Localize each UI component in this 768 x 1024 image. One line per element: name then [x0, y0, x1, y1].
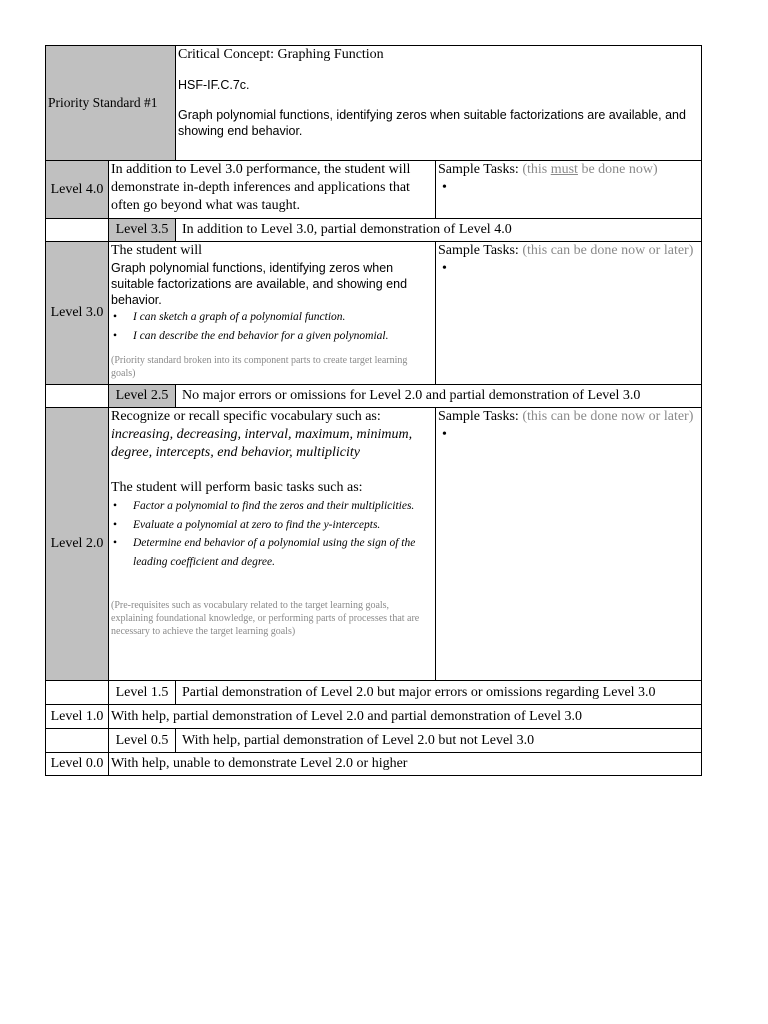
- vocabulary-intro: Recognize or recall specific vocabulary such as:: [111, 409, 381, 424]
- level-0-5-row: [46, 729, 702, 753]
- standard-code: HSF-IF.C.7c.: [178, 78, 250, 92]
- level-2-5-empty-cell: [46, 385, 109, 408]
- level-2-0-sample-tasks: Sample Tasks: (this can be done now or later) •: [436, 408, 702, 681]
- level-2-0-row: [46, 408, 702, 681]
- level-0-0-description: With help, unable to demonstrate Level 2.0 or higher: [109, 753, 702, 776]
- vocabulary-list: increasing, decreasing, interval, maximum, minimum, degree, intercepts, end behavior, multiplicity: [111, 427, 413, 460]
- level-2-5-description: No major errors or omissions for Level 2.0 and partial demonstration of Level 3.0: [176, 385, 702, 408]
- level-3-0-row: [46, 242, 702, 385]
- level-2-5-label: Level 2.5: [109, 385, 176, 408]
- priority-standard-label: Priority Standard #1: [46, 46, 176, 161]
- level-4-0-description: In addition to Level 3.0 performance, the student will demonstrate in-depth inferences and applications that often go beyond what was taught.: [109, 161, 436, 219]
- level-1-0-row: [46, 705, 702, 729]
- critical-concept: Critical Concept: Graphing Function: [178, 47, 384, 62]
- proficiency-scale-table: [45, 45, 702, 776]
- level-3-5-description: In addition to Level 3.0, partial demonstration of Level 4.0: [176, 219, 702, 242]
- learning-goals-list: [111, 308, 433, 345]
- level-0-5-label: Level 0.5: [109, 729, 176, 753]
- basic-task-item: • Evaluate a polynomial at zero to find the y-intercepts.: [111, 516, 433, 535]
- level-1-5-empty-cell: [46, 681, 109, 705]
- level-2-0-description: [109, 408, 436, 681]
- level-3-0-sample-tasks: Sample Tasks: (this can be done now or later) •: [436, 242, 702, 385]
- level-1-5-label: Level 1.5: [109, 681, 176, 705]
- sample-tasks-label: Sample Tasks:: [438, 243, 519, 258]
- level-3-5-empty-cell: [46, 219, 109, 242]
- sample-task-bullet: •: [442, 261, 447, 276]
- standard-description: Graph polynomial functions, identifying zeros when suitable factorizations are available, and showing end behavior.: [178, 108, 686, 138]
- level-0-5-description: With help, partial demonstration of Level 2.0 but not Level 3.0: [176, 729, 702, 753]
- sample-task-bullet: •: [442, 180, 447, 195]
- must-underlined: must: [550, 162, 578, 177]
- basic-tasks-intro: The student will perform basic tasks such as:: [111, 480, 363, 495]
- level-3-0-description: [109, 242, 436, 385]
- sample-tasks-label: Sample Tasks:: [438, 409, 519, 424]
- level-3-0-note: (Priority standard broken into its component parts to create target learning goals): [111, 355, 408, 379]
- basic-task-item: • Determine end behavior of a polynomial using the sign of the leading coefficient and degree.: [111, 534, 433, 571]
- level-3-5-label: Level 3.5: [109, 219, 176, 242]
- level-1-5-description: Partial demonstration of Level 2.0 but major errors or omissions regarding Level 3.0: [176, 681, 702, 705]
- learning-goal-item: • I can sketch a graph of a polynomial function.: [111, 308, 433, 327]
- priority-standard-content: [176, 46, 702, 161]
- level-3-5-row: [46, 219, 702, 242]
- sample-task-bullet: •: [442, 427, 447, 442]
- priority-standard-row: [46, 46, 702, 161]
- sample-tasks-label: Sample Tasks:: [438, 162, 519, 177]
- level-1-0-description: With help, partial demonstration of Level 2.0 and partial demonstration of Level 3.0: [109, 705, 702, 729]
- level-3-0-intro: The student will: [111, 243, 202, 258]
- level-2-5-row: [46, 385, 702, 408]
- level-3-0-standard: Graph polynomial functions, identifying zeros when suitable factorizations are available, and showing end behavior.: [111, 261, 408, 307]
- learning-goal-item: • I can describe the end behavior for a given polynomial.: [111, 327, 433, 346]
- level-0-5-empty-cell: [46, 729, 109, 753]
- level-0-0-row: [46, 753, 702, 776]
- level-4-0-label: Level 4.0: [46, 161, 109, 219]
- basic-tasks-list: [111, 497, 433, 571]
- basic-task-item: • Factor a polynomial to find the zeros and their multiplicities.: [111, 497, 433, 516]
- level-4-0-sample-tasks: Sample Tasks: (this must be done now) •: [436, 161, 702, 219]
- level-1-5-row: [46, 681, 702, 705]
- level-0-0-label: Level 0.0: [46, 753, 109, 776]
- level-2-0-label: Level 2.0: [46, 408, 109, 681]
- level-1-0-label: Level 1.0: [46, 705, 109, 729]
- level-4-0-row: [46, 161, 702, 219]
- level-3-0-label: Level 3.0: [46, 242, 109, 385]
- level-2-0-note: (Pre-requisites such as vocabulary related to the target learning goals, explaining foundational knowledge, or performing parts of processes that are necessary to achieve the target learning goals): [111, 600, 420, 637]
